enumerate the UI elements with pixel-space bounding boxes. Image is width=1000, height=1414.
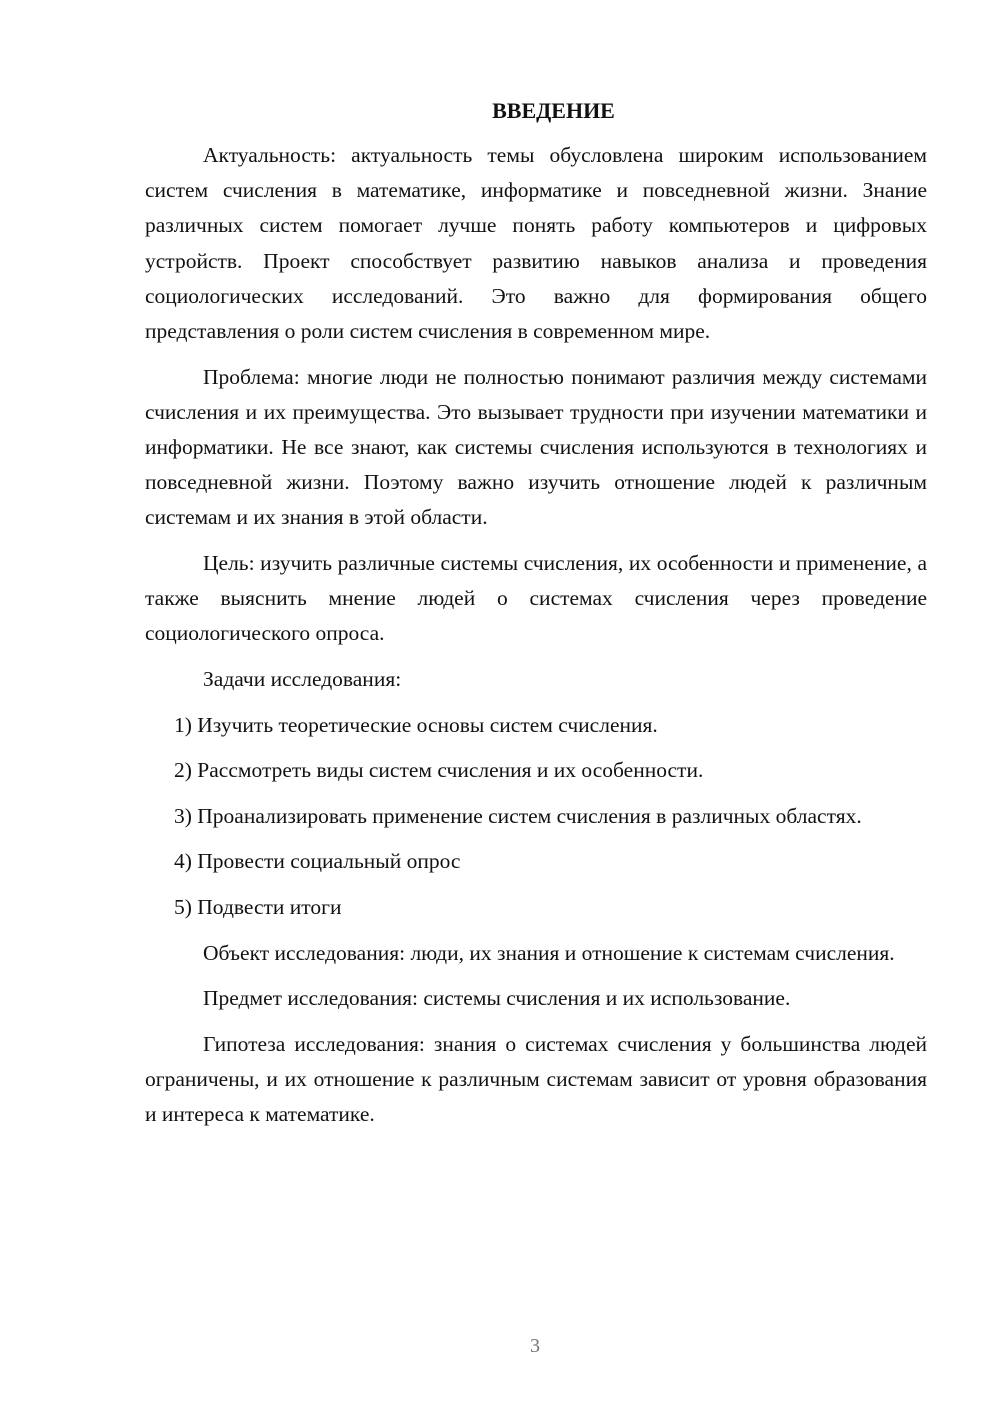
page-number: 3 — [530, 1335, 540, 1357]
page-title: ВВЕДЕНИЕ — [492, 98, 615, 123]
task-item-4: 4) Провести социальный опрос — [174, 849, 461, 874]
paragraph-hypothesis: Гипотеза исследования: знания о системах счисления у большинства людей ограничены, и их отношение к различным системам зависит от уровня образования и интереса к математике. — [145, 1031, 927, 1127]
paragraph-problem: Проблема: многие люди не полностью понимают различия между системами счисления и их преимущества. Это вызывает трудности при изучении математики и информатики. Не все знают, как системы счисления используются в технологиях и повседневной жизни. Поэтому важно изучить отношение людей к различным системам и их знания в этой области. — [145, 364, 927, 530]
task-item-1: 1) Изучить теоретические основы систем счисления. — [174, 712, 658, 737]
task-item-2: 2) Рассмотреть виды систем счисления и их особенности. — [174, 758, 704, 783]
paragraph-subject: Предмет исследования: системы счисления и их использование. — [203, 986, 791, 1011]
paragraph-tasks-heading: Задачи исследования: — [203, 667, 402, 692]
paragraph-goal: Цель: изучить различные системы счисления, их особенности и применение, а также выяснить мнение людей о системах счисления через проведение социологического опроса. — [145, 551, 927, 646]
page-content — [145, 96, 927, 1143]
task-item-3: 3) Проанализировать применение систем счисления в различных областях. — [174, 803, 862, 828]
paragraph-relevance: Актуальность: актуальность темы обусловлена широким использованием систем счисления в математике, информатике и повседневной жизни. Знание различных систем помогает лучше понять работу компьютеров и цифровых устройств. Проект способствует развитию навыков анализа и проведения социологических исследований. Это важно для формирования общего представления о роли систем счисления в современном мире. — [145, 143, 927, 344]
paragraph-object: Объект исследования: люди, их знания и отношение к системам счисления. — [203, 940, 895, 965]
task-item-5: 5) Подвести итоги — [174, 894, 342, 919]
